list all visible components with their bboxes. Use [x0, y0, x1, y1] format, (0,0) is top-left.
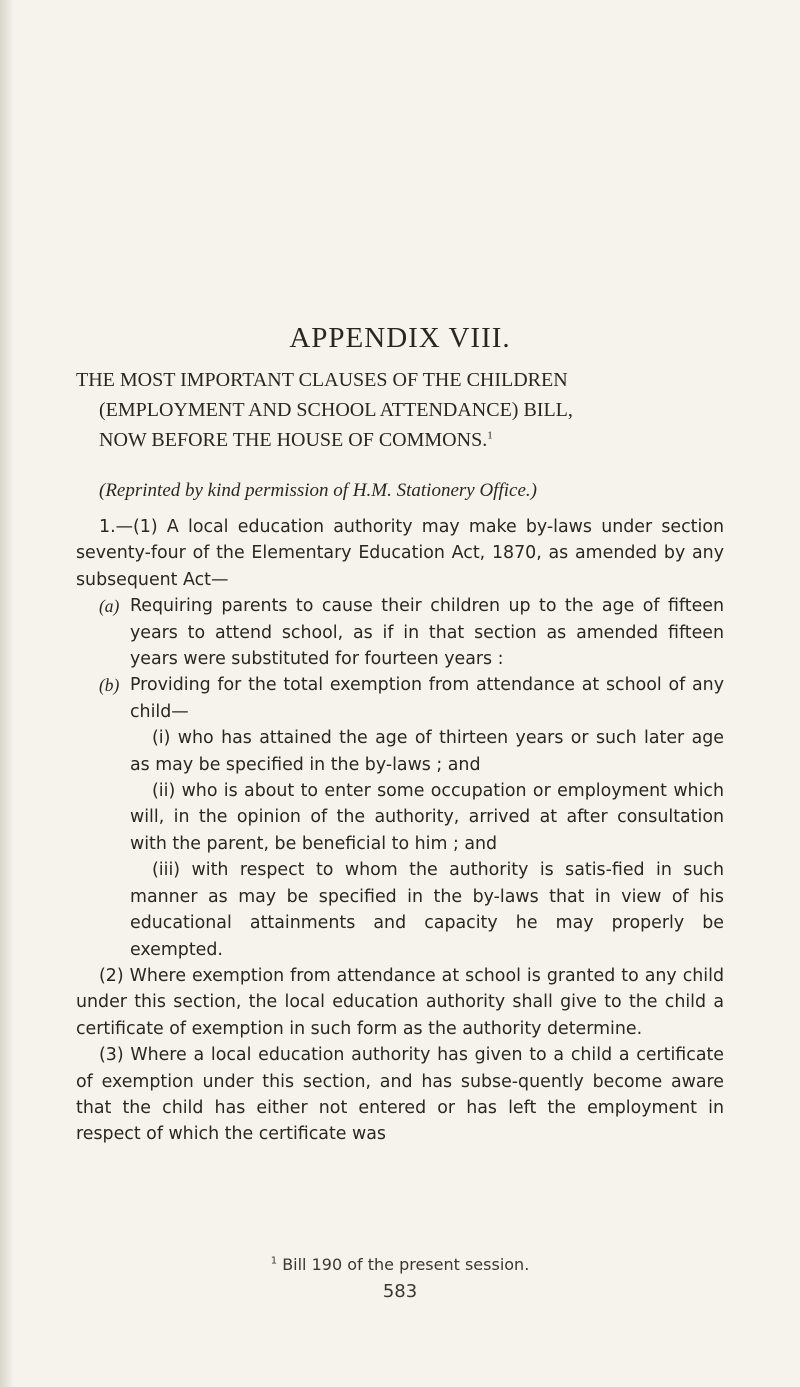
bill-clauses	[76, 514, 724, 1148]
item-b-label: (b)	[99, 675, 120, 696]
subclause-ii: (ii) who is about to enter some occupation or employment which will, in the opinion of the authority, arrived at after consultation with the parent, be beneficial to him ; and	[130, 781, 724, 854]
subclause-iii: (iii) with respect to whom the authority is satis-fied in such manner as may be specified in the by-laws that in view of his educational attainments and capacity he may properly be exempted.	[130, 860, 724, 960]
bill-heading-line-2: (EMPLOYMENT AND SCHOOL ATTENDANCE) BILL,	[99, 399, 573, 421]
item-a-text: Requiring parents to cause their children up to the age of fifteen years to attend school, as if in that section as amended fifteen years were substituted for fourteen years :	[130, 596, 724, 670]
item-b-subclauses	[76, 725, 724, 963]
item-b-text: Providing for the total exemption from attendance at school of any child—	[130, 675, 724, 722]
bill-heading	[76, 365, 736, 455]
footnote	[0, 1255, 800, 1274]
footnote-text: Bill 190 of the present session.	[282, 1255, 530, 1274]
reprint-note: (Reprinted by kind permission of H.M. Stationery Office.)	[99, 480, 537, 501]
heading-footnote-marker: 1	[487, 429, 493, 442]
item-a-label: (a)	[99, 596, 120, 617]
clause-3: (3) Where a local education authority has given to a child a certificate of exemption under this section, and has subse-quently become aware that the child has either not entered or has left the employment in respect of which the certificate was	[76, 1045, 724, 1145]
appendix-title: APPENDIX VIII.	[289, 322, 511, 354]
clause-1-item-b	[76, 672, 724, 725]
clause-1-intro: 1.—(1) A local education authority may make by-laws under section seventy-four of the Elementary Education Act, 1870, as amended by any subsequent Act—	[76, 517, 724, 590]
page-number: 583	[382, 1281, 418, 1302]
clause-2: (2) Where exemption from attendance at school is granted to any child under this section, the local education authority shall give to the child a certificate of exemption in such form as the authority determine.	[76, 965, 724, 1039]
clause-1-item-a	[76, 593, 724, 672]
footnote-marker: 1	[270, 1255, 278, 1267]
subclause-i: (i) who has attained the age of thirteen years or such later age as may be specified in the by-laws ; and	[130, 728, 724, 775]
bill-heading-line-1: THE MOST IMPORTANT CLAUSES OF THE CHILDREN	[76, 369, 568, 391]
bill-heading-line-3: NOW BEFORE THE HOUSE OF COMMONS.$^1$	[99, 429, 493, 451]
